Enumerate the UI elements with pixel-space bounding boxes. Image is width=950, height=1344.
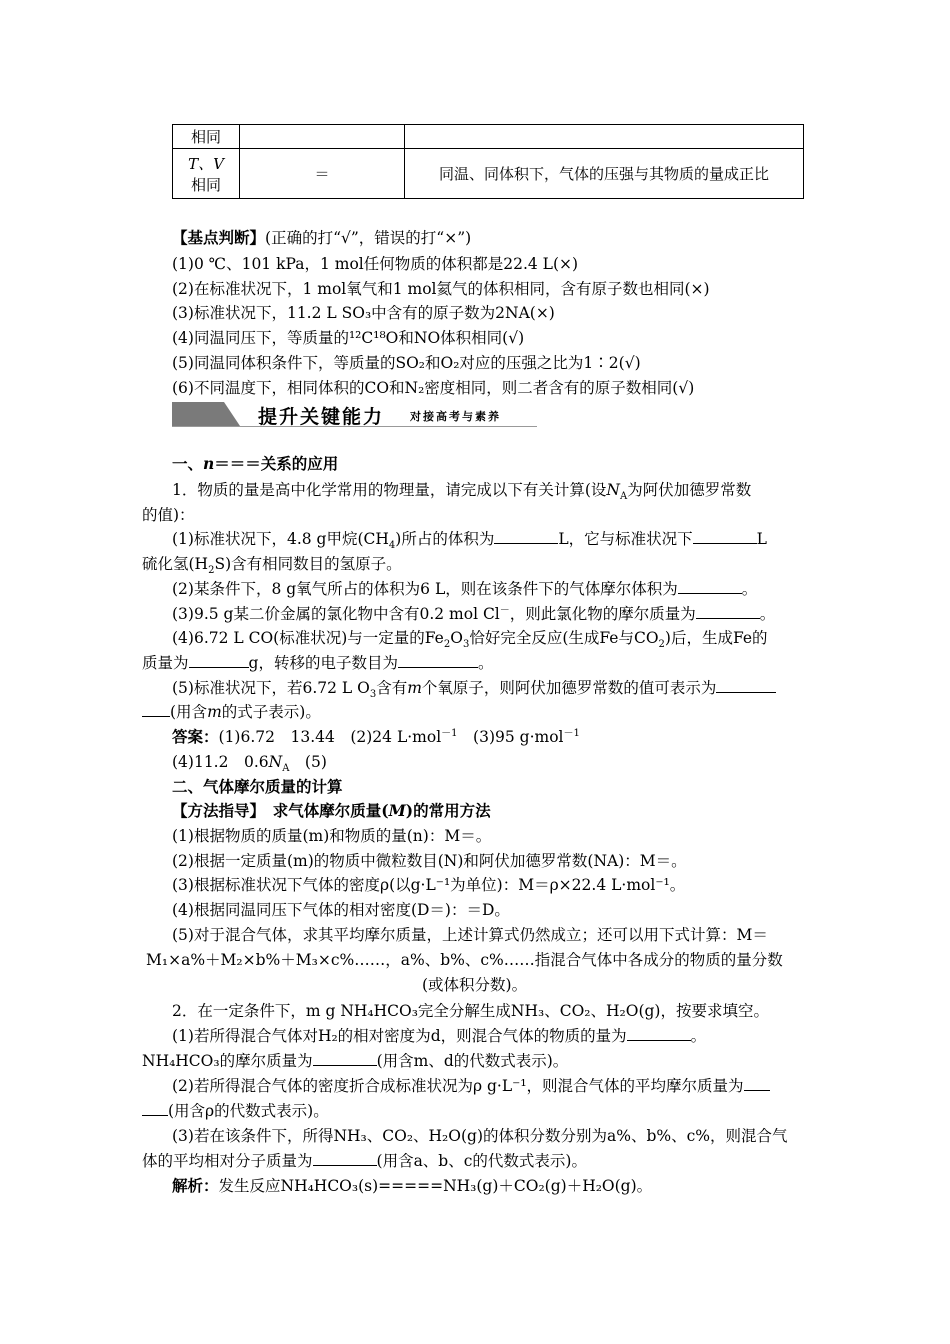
text: 1．物质的量是高中化学常用的物理量，请完成以下有关计算(设 — [172, 481, 607, 499]
text: 求气体摩尔质量( — [257, 801, 389, 820]
q1-part4: (4)6.72 L CO(标准状况)与一定量的$Fe_2O_3$恰好完全反应(生成Fe与$CO_2$)后，生成Fe的 — [172, 629, 768, 651]
q1-intro-cont: 的值)： — [142, 506, 195, 524]
text: (2)若所得混合气体的密度折合成标准状况为ρ g·L⁻¹，则混合气体的平均摩尔质量为 — [172, 1077, 744, 1095]
method-2: (2)根据一定质量(m)的物质中微粒数目(N)和阿伏加德罗常数(NA)：M＝。 — [172, 852, 687, 870]
answer-blank[interactable] — [716, 678, 776, 693]
method-5: (5)对于混合气体，求其平均摩尔质量，上述计算式仍然成立；还可以用下式计算：M＝ — [172, 926, 768, 944]
banner-subtitle: 对接高考与素养 — [410, 410, 501, 423]
answer-blank[interactable] — [142, 1101, 168, 1116]
text: 恰好完全反应(生成Fe与CO — [469, 629, 659, 647]
q1-part1-cont: 硫化氢$(H_2S)$含有相同数目的氢原子。 — [142, 555, 402, 577]
text: (用含a、b、c的代数式表示)。 — [376, 1152, 587, 1170]
text: NH₄HCO₃的摩尔质量为 — [142, 1052, 313, 1070]
section-banner — [172, 402, 537, 428]
jidian-item: (6)不同温度下，相同体积的CO和N₂密度相同，则二者含有的原子数相同(√) — [172, 379, 695, 397]
text: (3)9.5 g某二价金属的氯化物中含有0.2 mol Cl — [172, 605, 500, 623]
section2-title: 二、气体摩尔质量的计算 — [172, 777, 343, 796]
text: 含有 — [376, 679, 408, 697]
answer-blank[interactable] — [693, 529, 757, 544]
jidian-item: (2)在标准状况下，1 mol氧气和1 mol氦气的体积相同，含有原子数也相同(×) — [172, 280, 710, 298]
method-5-cont: M₁×a%＋M₂×b%＋M₃×c%……，a%、b%、c%……指混合气体中各成分的物质的量分数 — [146, 951, 783, 969]
jidian-item: (3)标准状况下，11.2 L SO₃中含有的原子数为2NA(×) — [172, 304, 555, 322]
text: )的常用方法 — [405, 801, 491, 820]
text: (1)若所得混合气体对H₂的相对密度为d，则混合气体的物质的量为 — [172, 1027, 627, 1045]
text: (用含m、d的代数式表示)。 — [376, 1052, 569, 1070]
answer-line-1: 答案：(1)6.72 13.44 (2)24 L·mol$^{-1}$ (3)95 g·mol$^{-1}$ — [172, 727, 580, 746]
jidian-item: (1)0 ℃、101 kPa，1 mol任何物质的体积都是22.4 L(×) — [172, 255, 579, 273]
text: L，它与标准状况下 — [558, 530, 693, 548]
table-cell-text: 相同 — [190, 175, 221, 194]
text: (用含 — [170, 703, 208, 721]
q1-part5: (5)标准状况下，若6.72 L $O_3$含有m个氧原子，则阿伏加德罗常数的值可表示为 — [172, 678, 776, 698]
text: S)含有相同数目的氢原子。 — [214, 555, 402, 573]
table-cell — [405, 125, 804, 149]
q2-part1-cont — [142, 1051, 568, 1071]
q1-part4-cont: 质量为 g，转移的电子数目为 。 — [142, 654, 494, 672]
text: 个氧原子，则阿伏加德罗常数的值可表示为 — [421, 679, 717, 697]
q2-part2 — [172, 1076, 770, 1096]
text: ，则此氯化物的摩尔质量为 — [509, 605, 696, 623]
text: (4)6.72 L CO(标准状况)与一定量的Fe — [172, 629, 444, 647]
answer-line-2: (4)11.2 $0.6N_A$ (5) — [172, 753, 327, 775]
text: (用含ρ的代数式表示)。 — [168, 1102, 329, 1120]
jidian-heading-line — [172, 228, 471, 248]
answer-blank[interactable] — [696, 604, 760, 619]
text: L — [756, 530, 767, 548]
table-row — [173, 125, 804, 149]
method-4: (4)根据同温同压下气体的相对密度(D＝)：＝D。 — [172, 901, 510, 919]
banner-decoration — [172, 402, 240, 426]
answer-blank[interactable] — [189, 653, 249, 668]
jidian-item: (5)同温同体积条件下，等质量的SO₂和O₂对应的压强之比为1∶2(√) — [172, 354, 641, 372]
banner-underline — [172, 426, 537, 427]
text: 质量为 — [142, 654, 189, 672]
table-row — [173, 149, 804, 199]
q1-part5-cont: (用含m的式子表示)。 — [142, 702, 321, 722]
text: N — [606, 481, 620, 499]
q1-part2: (2)某条件下，8 g氧气所占的体积为6 L，则在该条件下的气体摩尔体积为 。 — [172, 580, 758, 598]
text: 硫化氢(H — [142, 555, 209, 573]
text: (3)95 g·mol — [457, 728, 564, 746]
table-cell: 相同 — [173, 125, 240, 149]
q1-intro — [172, 480, 752, 503]
answer-blank[interactable] — [313, 1051, 377, 1066]
q2-part2-cont — [142, 1101, 329, 1121]
table-cell — [173, 149, 240, 199]
table-cell-text: T、V — [188, 154, 224, 173]
q2-part1: (1)若所得混合气体对H₂的相对密度为d，则混合气体的物质的量为 。 — [172, 1027, 707, 1045]
answer-label: 答案： — [172, 727, 219, 746]
text: )所占的体积为 — [395, 530, 495, 548]
answer-blank[interactable] — [744, 1076, 770, 1091]
answer-blank[interactable] — [142, 702, 170, 717]
jiexi-label: 解析： — [172, 1176, 219, 1195]
q2-part3: (3)若在该条件下，所得NH₃、CO₂、H₂O(g)的体积分数分别为a%、b%、c%，则混合气 — [172, 1127, 788, 1145]
text: (5)标准状况下，若6.72 L O — [172, 679, 370, 697]
section1-title — [172, 454, 338, 474]
jidian-item: (4)同温同压下，等质量的¹²C¹⁸O和NO体积相同(√) — [172, 329, 525, 347]
jidian-intro: (正确的打“√”，错误的打“×”) — [265, 229, 472, 247]
section1-title-pre: 一、 — [172, 454, 204, 473]
text: (2)某条件下，8 g氧气所占的体积为6 L，则在该条件下的气体摩尔体积为 — [172, 580, 678, 598]
answer-blank[interactable] — [627, 1026, 691, 1041]
text: (1)标准状况下，4.8 g甲烷(CH — [172, 530, 389, 548]
section1-title-n: n — [203, 454, 215, 473]
text: )后，生成Fe的 — [664, 629, 768, 647]
table-cell — [240, 125, 405, 149]
answer-blank[interactable] — [494, 529, 558, 544]
table-cell: ＝ — [240, 149, 405, 199]
section1-title-post: ＝＝＝关系的应用 — [214, 454, 339, 473]
text: 体的平均相对分子质量为 — [142, 1152, 313, 1170]
text: O — [450, 629, 463, 647]
q1-part3: (3)9.5 g某二价金属的氯化物中含有0.2 mol Cl－，则此氯化物的摩尔质量为 。 — [172, 604, 776, 623]
banner-title: 提升关键能力 — [258, 406, 385, 428]
method-1: (1)根据物质的质量(m)和物质的量(n)：M＝。 — [172, 827, 492, 845]
text: (1)6.72 13.44 (2)24 L·mol — [218, 728, 442, 746]
text: 为阿伏加德罗常数 — [627, 481, 752, 499]
answer-blank[interactable] — [678, 579, 742, 594]
q1-part1: (1)标准状况下，4.8 g甲烷$(CH_4)$所占的体积为 L，它与标准状况下 L — [172, 530, 767, 552]
text: A — [619, 491, 628, 503]
jiexi-line — [172, 1176, 652, 1196]
text: g，转移的电子数目为 — [248, 654, 398, 672]
answer-blank[interactable] — [313, 1151, 377, 1166]
jidian-heading: 【基点判断】 — [172, 228, 266, 247]
method-heading: 【方法指导】 求气体摩尔质量(M)的常用方法 — [172, 801, 491, 820]
comparison-table — [172, 124, 804, 199]
text: 发生反应NH₄HCO₃(s)=====NH₃(g)＋CO₂(g)＋H₂O(g)。 — [218, 1177, 653, 1195]
method-5-cont: (或体积分数)。 — [422, 976, 528, 994]
method-3: (3)根据标准状况下气体的密度ρ(以g·L⁻¹为单位)：M＝ρ×22.4 L·mol⁻¹。 — [172, 876, 686, 894]
text: (4)11.2 0.6 — [172, 753, 269, 771]
method-label: 【方法指导】 — [172, 801, 258, 820]
text: 的式子表示)。 — [221, 703, 321, 721]
answer-blank[interactable] — [398, 653, 478, 668]
q2-intro: 2．在一定条件下，m g NH₄HCO₃完全分解生成NH₃、CO₂、H₂O(g)，按要求填空。 — [172, 1002, 769, 1020]
text: (5) — [289, 753, 327, 771]
q2-part3-cont — [142, 1151, 587, 1171]
table-cell: 同温、同体积下，气体的压强与其物质的量成正比 — [405, 149, 804, 199]
